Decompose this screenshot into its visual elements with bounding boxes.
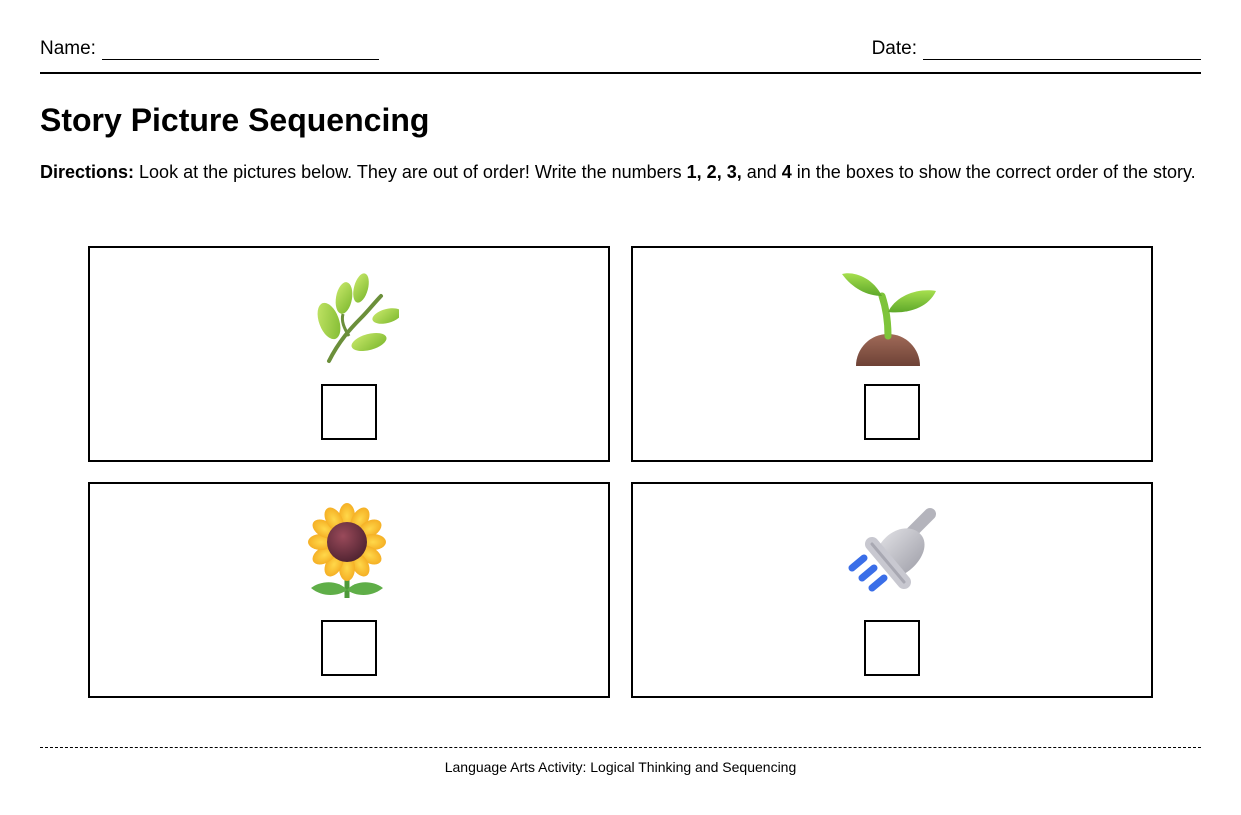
footer-divider <box>40 747 1201 748</box>
order-number-box-1[interactable] <box>321 384 377 440</box>
order-number-box-3[interactable] <box>321 620 377 676</box>
seedling-sprout-icon <box>842 266 942 366</box>
page-title: Story Picture Sequencing <box>40 102 430 138</box>
directions-text-3: in the boxes to show the correct order of the story. <box>791 162 1196 182</box>
picture-card-2 <box>631 246 1153 462</box>
footer-caption: Language Arts Activity: Logical Thinking and Sequencing <box>444 759 797 775</box>
watering-spout-icon <box>842 502 942 602</box>
date-label: Date: <box>871 38 917 59</box>
picture-card-3 <box>88 482 610 698</box>
name-field <box>40 38 379 60</box>
picture-card-1 <box>88 246 610 462</box>
name-label: Name: <box>40 38 96 59</box>
directions-numbers-1: 1, 2, 3, <box>686 162 742 182</box>
directions-lead: Directions: <box>40 162 135 182</box>
directions-text-1: Look at the pictures below. They are out of order! Write the numbers <box>134 162 687 182</box>
date-field <box>872 38 1201 60</box>
directions <box>40 161 1201 183</box>
directions-text-2: and <box>741 162 782 182</box>
sunflower-icon <box>299 502 399 602</box>
leafy-branch-icon <box>299 266 399 366</box>
directions-numbers-2: 4 <box>781 162 792 182</box>
date-blank-line[interactable] <box>923 38 1201 60</box>
order-number-box-4[interactable] <box>864 620 920 676</box>
order-number-box-2[interactable] <box>864 384 920 440</box>
picture-card-4 <box>631 482 1153 698</box>
name-blank-line[interactable] <box>102 38 379 60</box>
header <box>40 38 1201 74</box>
